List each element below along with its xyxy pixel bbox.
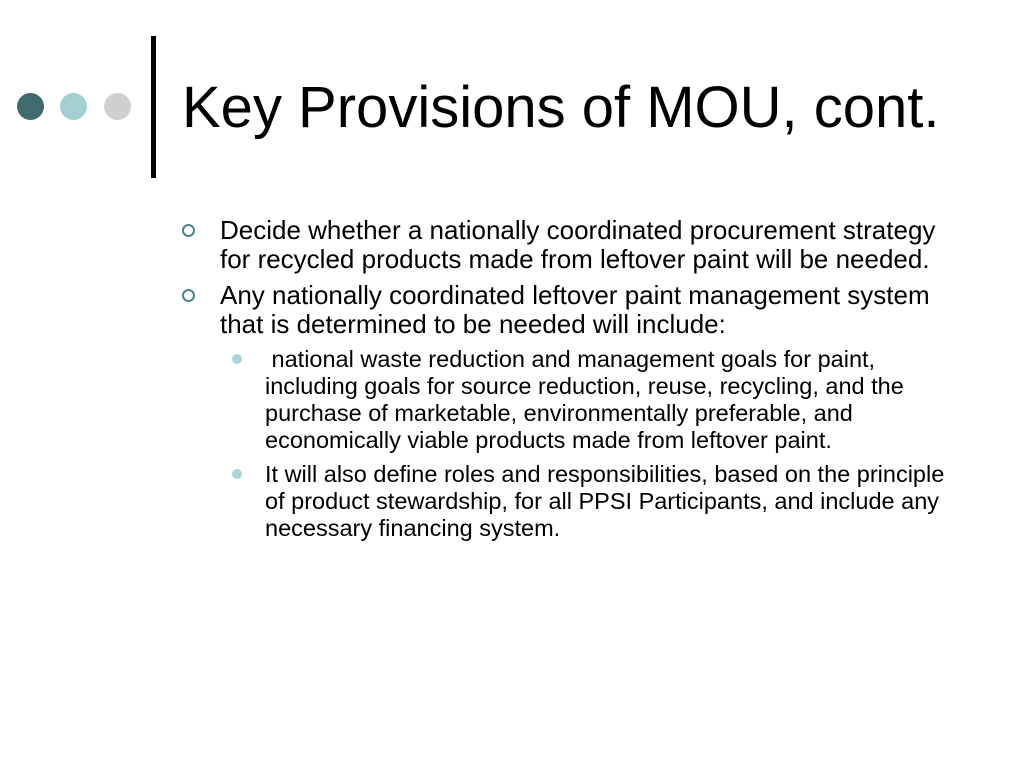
sub-bullet-list: [220, 346, 966, 542]
sub-bullet-text: It will also define roles and responsibilities, based on the principle of product stewardship, for all PPSI Participants, and include any necessary financing system.: [265, 461, 945, 541]
sub-bullet-item-roles: [220, 461, 966, 542]
title-divider: [151, 36, 156, 178]
bullet-text: Decide whether a nationally coordinated procurement strategy for recycled products made from leftover paint will be needed.: [220, 215, 936, 274]
sub-bullet-text: national waste reduction and management goals for paint, including goals for source reduction, reuse, recycling, and the purchase of marketable, environmentally preferable, and economically viable products made from leftover paint.: [265, 346, 911, 453]
decorative-dot-dark: [17, 93, 44, 120]
decorative-dot-mid: [60, 93, 87, 120]
bullet-item-procurement: [176, 216, 966, 274]
sub-bullet-dot-icon: [232, 354, 242, 364]
bullet-item-management-system: [176, 281, 966, 542]
bullet-list: [176, 216, 966, 549]
sub-bullet-dot-icon: [232, 469, 242, 479]
bullet-ring-icon: [182, 224, 195, 237]
decorative-dot-light: [104, 93, 131, 120]
slide-title: Key Provisions of MOU, cont.: [182, 75, 940, 140]
bullet-ring-icon: [182, 289, 195, 302]
bullet-text: Any nationally coordinated leftover paint management system that is determined to be needed will include:: [220, 280, 930, 339]
sub-bullet-item-goals: [220, 346, 966, 454]
